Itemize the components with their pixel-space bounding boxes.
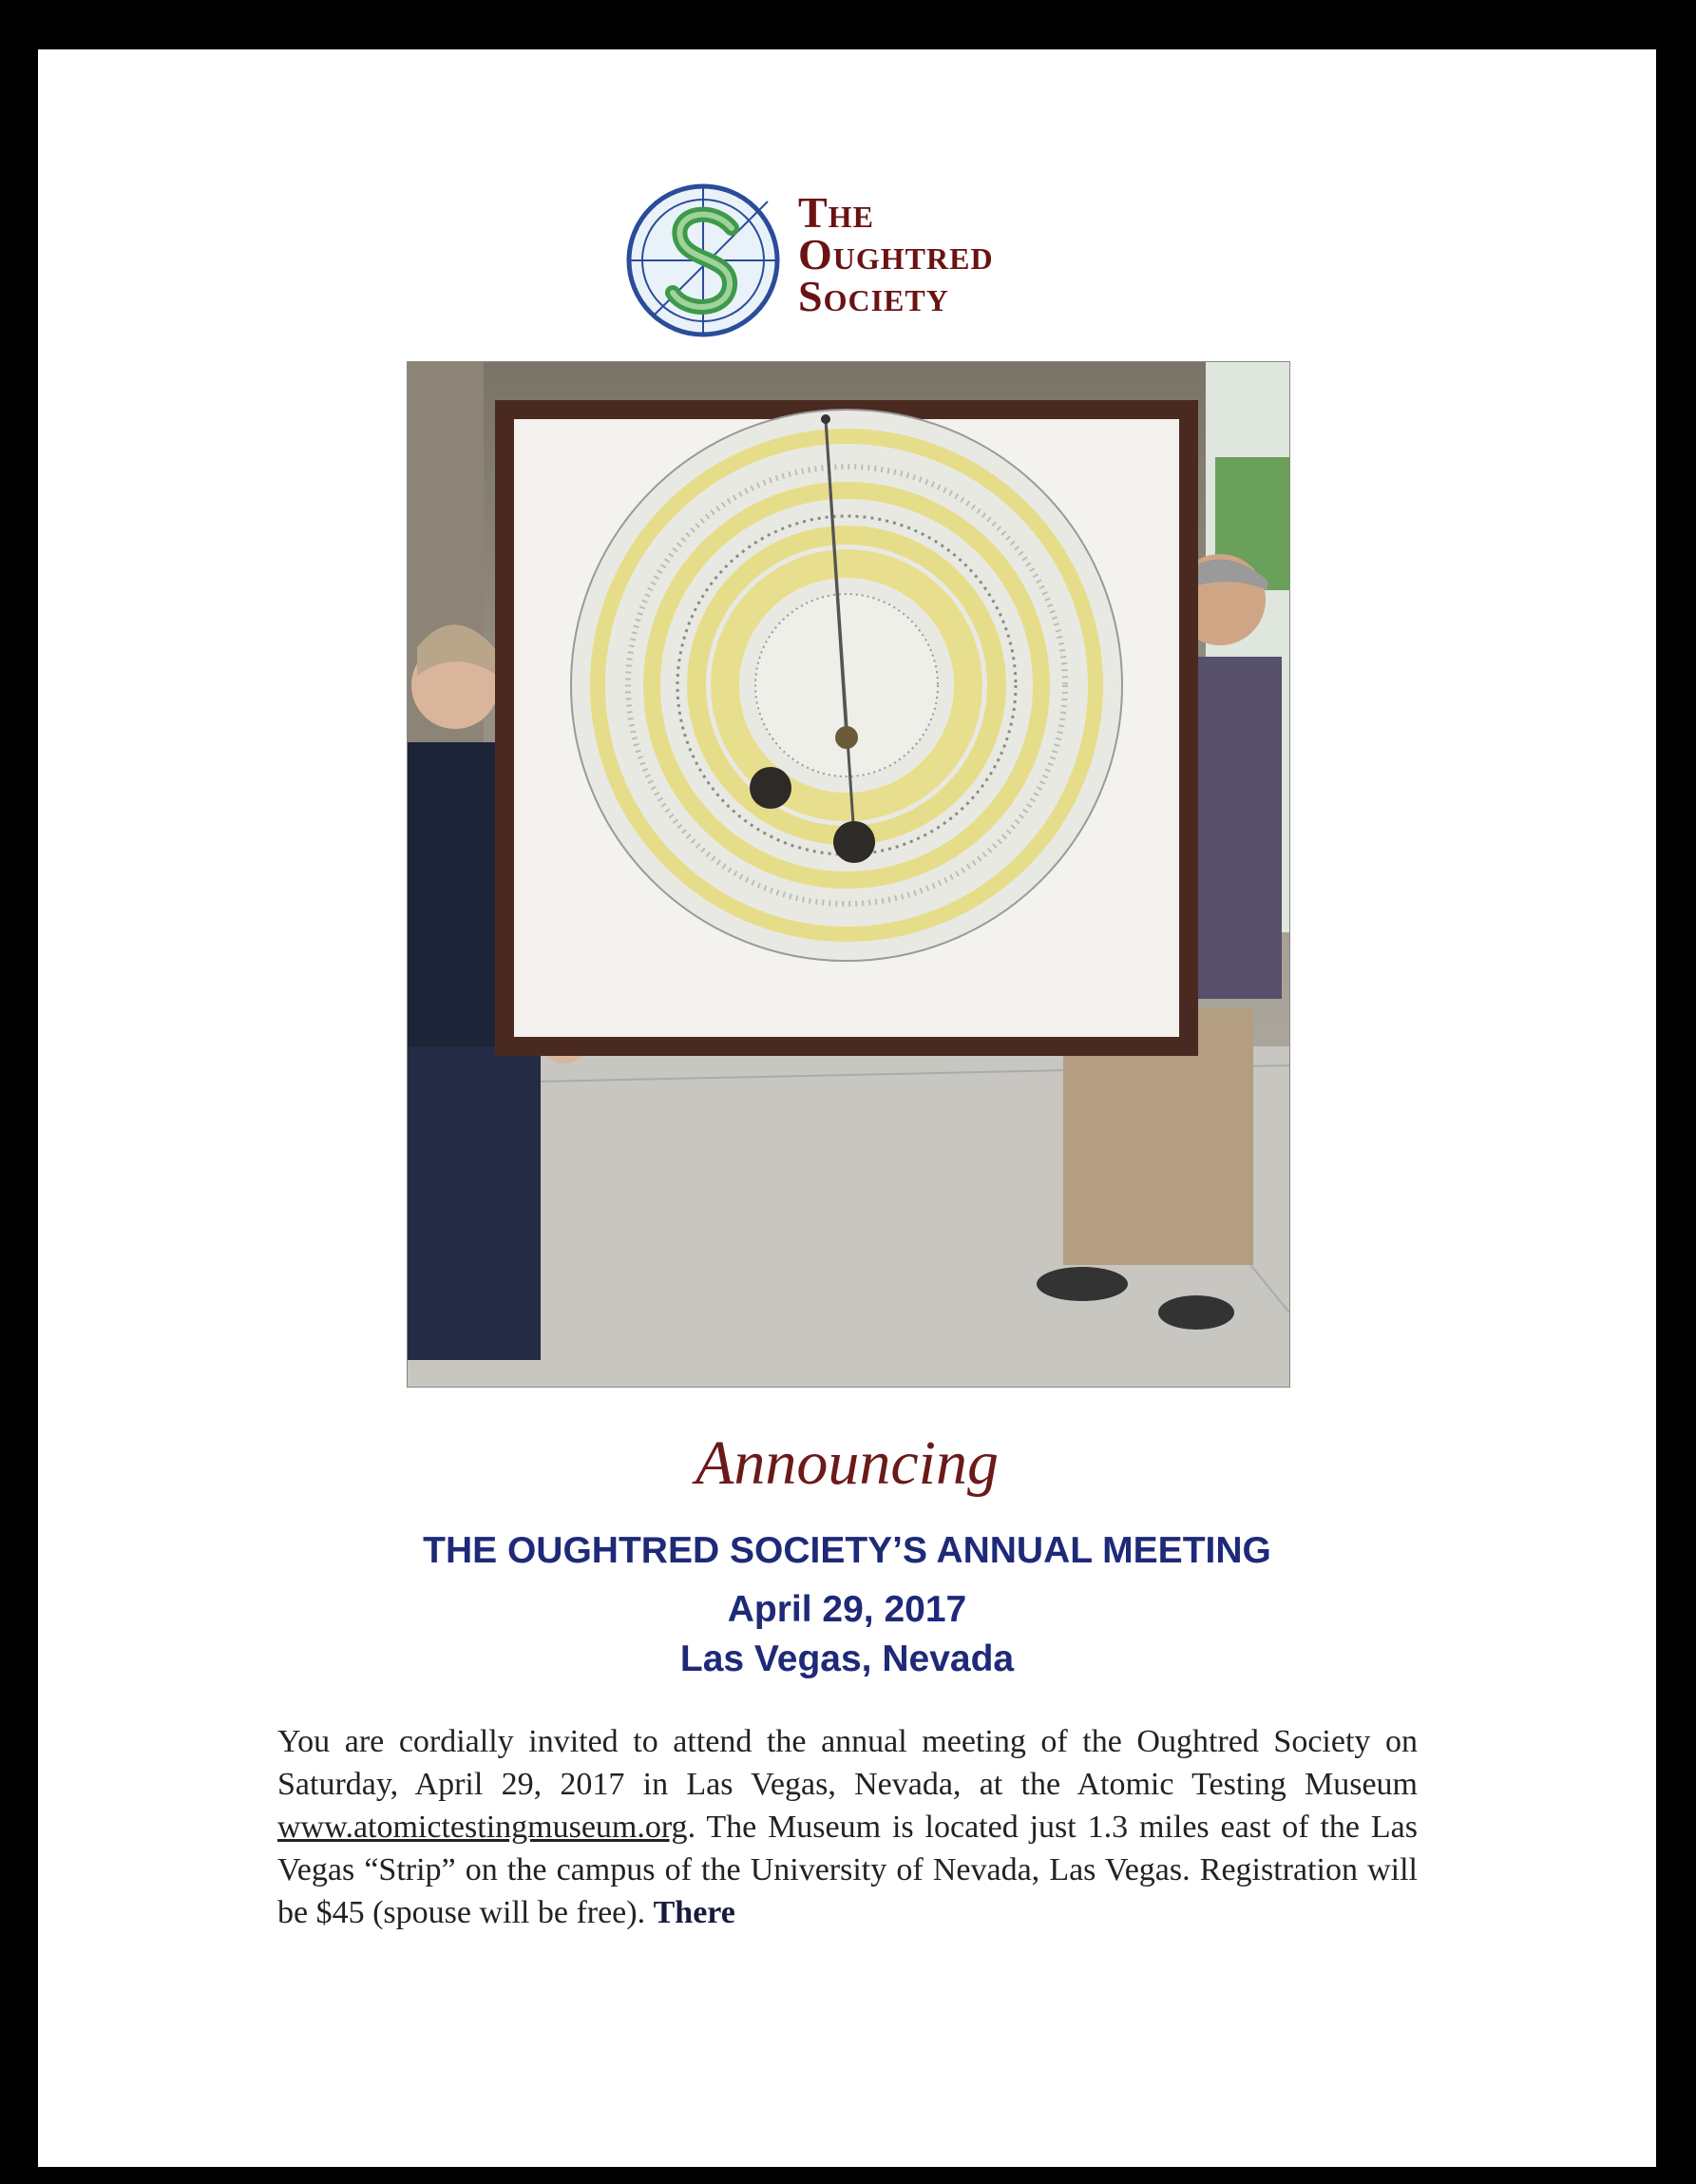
meeting-location: Las Vegas, Nevada <box>679 1638 1015 1679</box>
oughtred-s-circle-icon <box>625 182 781 338</box>
meeting-date: April 29, 2017 <box>727 1589 967 1630</box>
logo-line-3: Society <box>798 272 949 320</box>
logo-wordmark <box>798 188 994 320</box>
invitation-paragraph <box>277 1720 1418 1934</box>
slide-rule-photo-illustration <box>408 362 1289 1387</box>
logo-line-2: Oughtred <box>798 230 994 278</box>
flyer-page <box>38 49 1656 2167</box>
meeting-photo <box>407 361 1290 1388</box>
announcing-heading: Announcing <box>696 1428 999 1498</box>
oughtred-society-logo <box>625 182 1119 373</box>
museum-link[interactable]: www.atomictestingmuseum.org <box>277 1810 688 1845</box>
invitation-bold-tail: There <box>653 1895 735 1930</box>
meeting-title: THE OUGHTRED SOCIETY’S ANNUAL MEETING <box>423 1530 1271 1571</box>
logo-line-1: The <box>798 188 874 237</box>
invitation-text-2: . The Museum is located just 1.3 miles east of the Las Vegas “Strip” on the campus of the University of Nevada, Las Vegas. Registration will be $45 (spouse will be free). <box>277 1810 1418 1930</box>
invitation-text-1: You are cordially invited to attend the annual meeting of the Oughtred Society on Saturday, April 29, 2017 in Las Vegas, Nevada, at the Atomic Testing Museum <box>277 1724 1418 1802</box>
